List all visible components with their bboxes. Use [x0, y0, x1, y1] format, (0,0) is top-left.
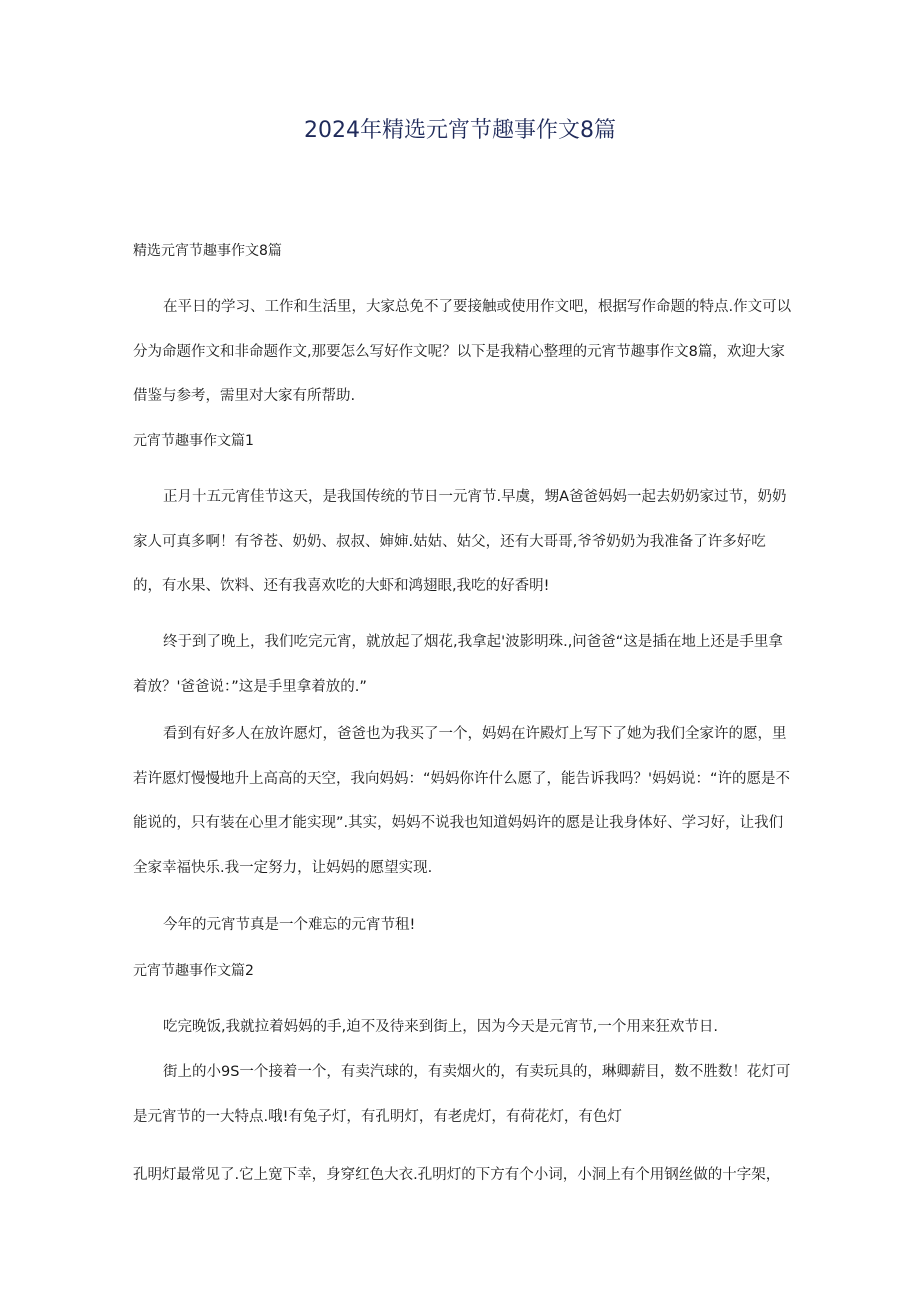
section-1-paragraph-3: 看到有好多人在放许愿灯，爸爸也为我买了一个，妈妈在许殿灯上写下了她为我们全家许的愿，里若许愿灯慢慢地升上高高的天空，我向妈妈：“妈妈你许什么愿了，能告诉我吗？'妈妈说：“许的愿是不能说的，只有装在心里才能实现”.其实，妈妈不说我也知道妈妈许的愿是让我身体好、学习好，让我们全家幸福快乐.我一定努力，让妈妈的愿望实现.	[133, 726, 791, 876]
intro-paragraph: 在平日的学习、工作和生活里，大家总免不了要接触或使用作文吧，根据写作命题的特点.作文可以分为命题作文和非命题作文,那要怎么写好作文呢？以下是我精心整理的元宵节趣事作文8篇，欢迎大家借鉴与参考，需里对大家有所帮助.	[133, 299, 792, 404]
section-2-paragraph-1: 吃完晚饭,我就拉着妈妈的手,迫不及待来到街上，因为今天是元宵节,一个用来狂欢节日.	[163, 1019, 718, 1035]
section-1-heading: 元宵节趣事作文篇1	[133, 433, 254, 449]
section-1-paragraph-1: 正月十五元宵佳节这天，是我国传统的节日一元宵节.早虞，甥A爸爸妈妈一起去奶奶家过节，奶奶家人可真多啊！有爷苍、奶奶、叔叔、婶婶.姑姑、姑父，还有大哥哥,爷爷奶奶为我准备了许多好吃的，有水果、饮料、还有我喜欢吃的大虾和鸿翅眼,我吃的好香明!	[133, 489, 787, 594]
section-2-paragraph-2: 街上的小9S一个接着一个，有卖汽球的，有卖烟火的，有卖玩具的，琳卿薪目，数不胜数！花灯可是元宵节的一大特点.哦!有兔子灯，有孔明灯，有老虎灯，有荷花灯，有色灯	[133, 1064, 791, 1125]
section-2-paragraph-3: 孔明灯最常见了.它上宽下幸，身穿红色大衣.孔明灯的下方有个小词，小洞上有个用钢丝做的十字架，	[133, 1167, 781, 1183]
document-subtitle: 精选元宵节趣事作文8篇	[133, 243, 282, 259]
section-1-paragraph-4: 今年的元宵节真是一个难忘的元宵节租!	[163, 917, 416, 933]
document-title: 2024年精选元宵节趣事作文8篇	[304, 118, 616, 143]
section-1-paragraph-2: 终于到了晚上，我们吃完元宵，就放起了烟花,我拿起'波影明珠.,问爸爸“这是插在地上还是手里拿着放？'爸爸说：”这是手里拿着放的.”	[133, 634, 783, 695]
section-2-heading: 元宵节趣事作文篇2	[133, 963, 254, 979]
